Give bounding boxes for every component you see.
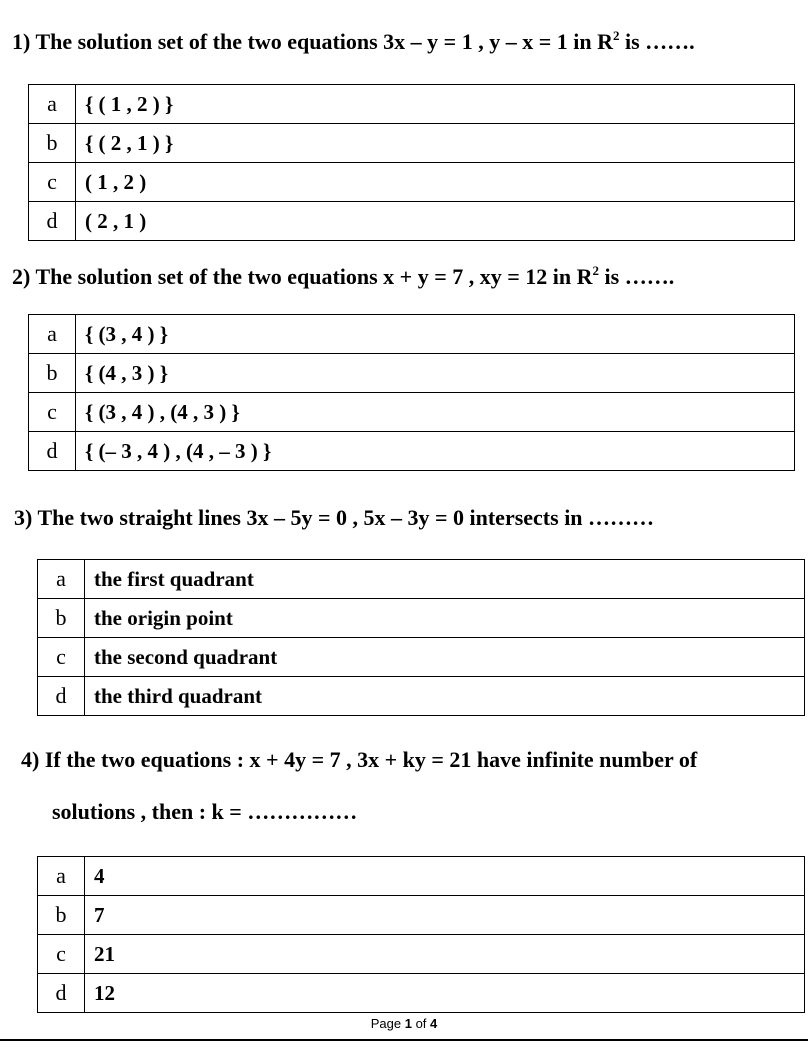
option-answer: { (– 3 , 4 ) , (4 , – 3 ) } bbox=[76, 432, 795, 471]
question-3-options-table bbox=[37, 559, 805, 716]
option-row-a[interactable] bbox=[29, 85, 795, 124]
question-number: 2) bbox=[12, 264, 31, 289]
question-2-options-table bbox=[28, 314, 795, 471]
question-4-text-line1 bbox=[21, 747, 697, 773]
option-answer: the third quadrant bbox=[85, 677, 805, 716]
option-row-a[interactable] bbox=[38, 560, 805, 599]
question-3-text bbox=[14, 505, 654, 531]
option-letter: d bbox=[38, 974, 85, 1013]
question-ellipsis: is ……. bbox=[619, 29, 695, 54]
question-body: The two straight lines 3x – 5y = 0 , 5x – 3y = 0 intersects in ……… bbox=[37, 505, 655, 530]
option-row-b[interactable] bbox=[29, 354, 795, 393]
option-row-d[interactable] bbox=[29, 202, 795, 241]
total-page-count: 4 bbox=[430, 1016, 438, 1031]
question-body: The solution set of the two equations 3x – y = 1 , y – x = 1 in R bbox=[35, 29, 613, 54]
option-row-b[interactable] bbox=[38, 599, 805, 638]
option-letter: a bbox=[29, 85, 76, 124]
option-row-c[interactable] bbox=[38, 638, 805, 677]
option-row-c[interactable] bbox=[29, 163, 795, 202]
option-answer: the origin point bbox=[85, 599, 805, 638]
option-row-b[interactable] bbox=[29, 124, 795, 163]
option-letter: d bbox=[38, 677, 85, 716]
option-row-d[interactable] bbox=[38, 974, 805, 1013]
question-ellipsis: is ……. bbox=[599, 264, 675, 289]
option-letter: a bbox=[29, 315, 76, 354]
option-answer: 21 bbox=[85, 935, 805, 974]
question-1-text bbox=[12, 29, 695, 55]
option-answer: ( 2 , 1 ) bbox=[76, 202, 795, 241]
superscript: 2 bbox=[613, 28, 620, 43]
option-row-c[interactable] bbox=[29, 393, 795, 432]
option-letter: b bbox=[38, 896, 85, 935]
question-1-options-table bbox=[28, 84, 795, 241]
page-label: Page bbox=[370, 1016, 405, 1031]
option-answer: ( 1 , 2 ) bbox=[76, 163, 795, 202]
option-answer: 7 bbox=[85, 896, 805, 935]
option-letter: a bbox=[38, 560, 85, 599]
option-answer: { (3 , 4 ) } bbox=[76, 315, 795, 354]
option-answer: 12 bbox=[85, 974, 805, 1013]
option-answer: the second quadrant bbox=[85, 638, 805, 677]
question-number: 1) bbox=[12, 29, 31, 54]
option-letter: b bbox=[38, 599, 85, 638]
option-letter: b bbox=[29, 124, 76, 163]
page-of-label: of bbox=[411, 1016, 431, 1031]
question-body: If the two equations : x + 4y = 7 , 3x + ky = 21 have infinite number of bbox=[44, 747, 698, 772]
question-body: The solution set of the two equations x + y = 7 , xy = 12 in R bbox=[35, 264, 593, 289]
question-4-text-line2 bbox=[52, 799, 357, 825]
option-answer: { (3 , 4 ) , (4 , 3 ) } bbox=[76, 393, 795, 432]
option-letter: c bbox=[29, 163, 76, 202]
superscript: 2 bbox=[592, 263, 600, 278]
question-number: 3) bbox=[14, 505, 33, 530]
option-row-d[interactable] bbox=[29, 432, 795, 471]
option-letter: a bbox=[38, 857, 85, 896]
question-number: 4) bbox=[21, 747, 40, 772]
option-letter: c bbox=[29, 393, 76, 432]
option-letter: d bbox=[29, 202, 76, 241]
option-row-a[interactable] bbox=[38, 857, 805, 896]
option-row-b[interactable] bbox=[38, 896, 805, 935]
option-row-a[interactable] bbox=[29, 315, 795, 354]
option-row-c[interactable] bbox=[38, 935, 805, 974]
page-bottom-rule bbox=[0, 1039, 808, 1041]
question-4-options-table bbox=[37, 856, 805, 1013]
question-2-text bbox=[12, 264, 674, 290]
question-body-continued: solutions , then : k = …………… bbox=[52, 799, 358, 824]
option-letter: c bbox=[38, 935, 85, 974]
option-answer: 4 bbox=[85, 857, 805, 896]
option-row-d[interactable] bbox=[38, 677, 805, 716]
option-answer: { ( 1 , 2 ) } bbox=[76, 85, 795, 124]
page-footer bbox=[0, 1016, 808, 1031]
option-letter: b bbox=[29, 354, 76, 393]
option-answer: { (4 , 3 ) } bbox=[76, 354, 795, 393]
option-letter: c bbox=[38, 638, 85, 677]
option-answer: the first quadrant bbox=[85, 560, 805, 599]
option-letter: d bbox=[29, 432, 76, 471]
option-answer: { ( 2 , 1 ) } bbox=[76, 124, 795, 163]
current-page-number: 1 bbox=[404, 1016, 412, 1031]
